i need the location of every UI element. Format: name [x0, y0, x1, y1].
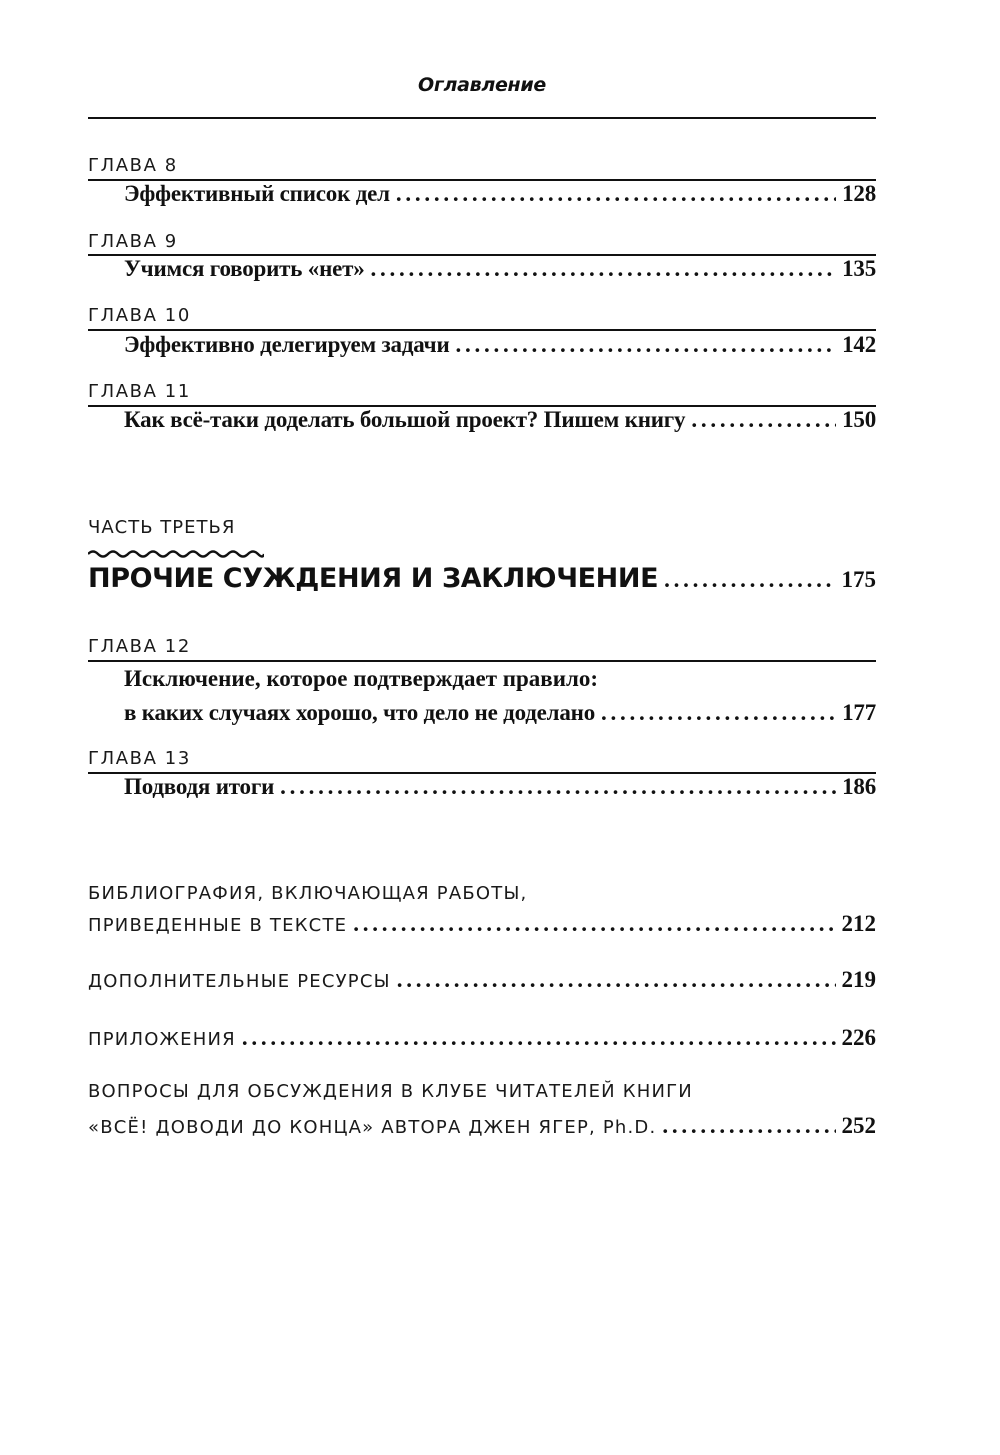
entry-title: в каких случаях хорошо, что дело не доделано — [124, 700, 596, 725]
dot-leader — [371, 256, 837, 282]
backmatter-title-line: БИБЛИОГРАФИЯ, ВКЛЮЧАЮЩАЯ РАБОТЫ, — [88, 883, 528, 904]
toc-entry-chapter-12[interactable] — [124, 700, 876, 726]
entry-page: 175 — [841, 567, 876, 592]
toc-entry-appendices[interactable] — [88, 1025, 876, 1051]
toc-entry-bibliography[interactable] — [88, 911, 876, 937]
toc-entry-chapter-13[interactable] — [124, 774, 876, 800]
dot-leader — [280, 774, 836, 800]
chapter-label: ГЛАВА 11 — [88, 381, 191, 402]
entry-page: 186 — [842, 774, 876, 799]
entry-title: ДОПОЛНИТЕЛЬНЫЕ РЕСУРСЫ — [88, 971, 391, 992]
chapter-rule — [88, 660, 876, 662]
chapter-label: ГЛАВА 8 — [88, 155, 178, 176]
dot-leader — [353, 911, 835, 937]
entry-page: 177 — [842, 700, 876, 725]
dot-leader — [662, 1113, 835, 1139]
toc-entry-part-3[interactable] — [88, 563, 876, 594]
dot-leader — [601, 700, 836, 726]
entry-title: Учимся говорить «нет» — [124, 256, 365, 281]
entry-title: Как всё-таки доделать большой проект? Пишем книгу — [124, 407, 686, 432]
chapter-rule — [88, 329, 876, 331]
part-label: ЧАСТЬ ТРЕТЬЯ — [88, 517, 236, 538]
toc-entry-resources[interactable] — [88, 967, 876, 993]
toc-entry-chapter-8[interactable] — [124, 181, 876, 207]
running-head: Оглавление — [418, 74, 546, 96]
entry-title: Подводя итоги — [124, 774, 275, 799]
chapter-label: ГЛАВА 9 — [88, 231, 178, 252]
chapter-label: ГЛАВА 12 — [88, 636, 191, 657]
entry-title: ПРИВЕДЕННЫЕ В ТЕКСТЕ — [88, 915, 348, 936]
entry-page: 226 — [841, 1025, 876, 1050]
entry-page: 219 — [841, 967, 876, 992]
toc-entry-chapter-9[interactable] — [124, 256, 876, 282]
dot-leader — [456, 332, 837, 358]
wavy-underline — [88, 549, 264, 559]
dot-leader — [664, 567, 835, 593]
entry-page: 150 — [842, 407, 876, 432]
toc-entry-chapter-11[interactable] — [124, 407, 876, 433]
entry-title-line: Исключение, которое подтверждает правило: — [124, 666, 599, 691]
entry-title: «ВСЁ! ДОВОДИ ДО КОНЦА» АВТОРА ДЖЕН ЯГЕР, Ph.D. — [88, 1117, 657, 1138]
dot-leader — [242, 1025, 836, 1051]
dot-leader — [397, 967, 836, 993]
toc-entry-chapter-10[interactable] — [124, 332, 876, 358]
toc-entry-book-club[interactable] — [88, 1113, 876, 1139]
entry-page: 142 — [842, 332, 876, 357]
chapter-label: ГЛАВА 13 — [88, 748, 191, 769]
backmatter-title-line: ВОПРОСЫ ДЛЯ ОБСУЖДЕНИЯ В КЛУБЕ ЧИТАТЕЛЕЙ КНИГИ — [88, 1081, 693, 1102]
dot-leader — [691, 407, 836, 433]
part-title: ПРОЧИЕ СУЖДЕНИЯ И ЗАКЛЮЧЕНИЕ — [88, 563, 659, 594]
entry-page: 212 — [841, 911, 876, 936]
dot-leader — [396, 181, 836, 207]
entry-title: Эффективный список дел — [124, 181, 390, 206]
entry-page: 252 — [841, 1113, 876, 1138]
entry-page: 128 — [842, 181, 876, 206]
entry-title: Эффективно делегируем задачи — [124, 332, 450, 357]
chapter-label: ГЛАВА 10 — [88, 305, 191, 326]
entry-title: ПРИЛОЖЕНИЯ — [88, 1029, 236, 1050]
entry-page: 135 — [842, 256, 876, 281]
header-rule — [88, 117, 876, 119]
